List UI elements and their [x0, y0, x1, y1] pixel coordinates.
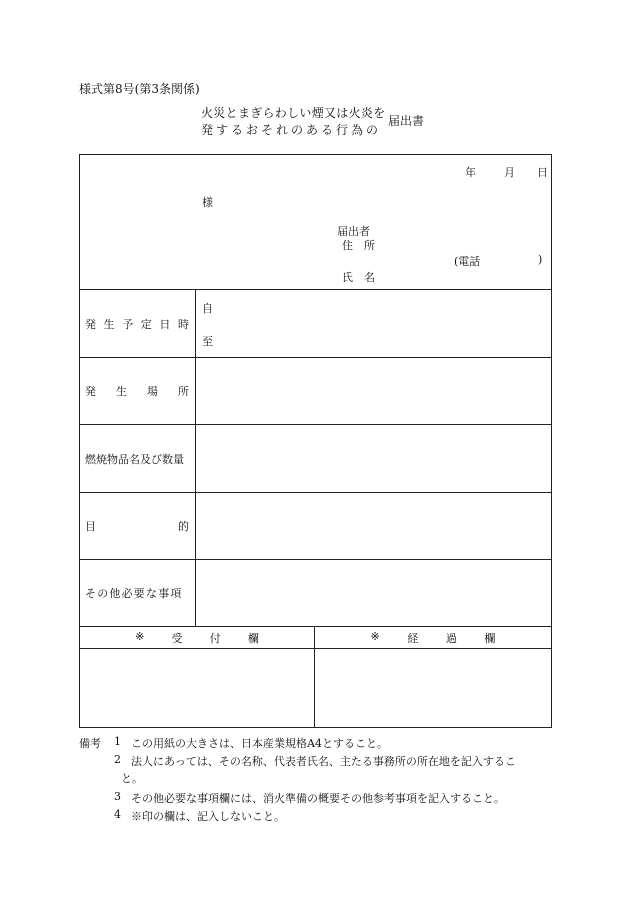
- datetime-label: 発 生 予 定 日 時: [85, 317, 189, 331]
- note-2-text: 法人にあっては、その名称、代表者氏名、主たる事務所の所在地を記入するこ: [131, 755, 516, 768]
- note-1-text: この用紙の大きさは、日本産業規格A4とすること。: [131, 737, 388, 750]
- applicant-section: [80, 155, 552, 290]
- reception-header-cell: [80, 627, 315, 649]
- document-title-line1: 火災とまぎらわしい煙又は火炎を: [201, 106, 386, 120]
- purpose-value-cell[interactable]: [196, 493, 552, 560]
- place-label-cell: [80, 358, 196, 425]
- note-3-number: 3: [114, 790, 121, 803]
- place-label: 発 生 場 所: [85, 385, 189, 398]
- note-4-number: 4: [114, 808, 121, 821]
- materials-value-cell[interactable]: [196, 425, 552, 493]
- reception-box[interactable]: [80, 649, 315, 728]
- addressee-suffix: 様: [202, 196, 213, 209]
- name-label: 氏 名: [342, 271, 375, 284]
- date-month-label: 月: [504, 166, 515, 179]
- datetime-value-cell[interactable]: [196, 290, 552, 358]
- phone-open-label: (電話: [454, 255, 481, 268]
- purpose-label: 目 的: [85, 520, 189, 533]
- applicant-label: 届出者: [337, 225, 370, 238]
- notes-heading: 備考: [79, 737, 101, 750]
- other-value-cell[interactable]: [196, 560, 552, 627]
- purpose-label-cell: [80, 493, 196, 560]
- other-label-cell: [80, 560, 196, 627]
- datetime-label-cell: [80, 290, 196, 358]
- document-title-suffix: 届出書: [388, 114, 425, 128]
- note-2-number: 2: [114, 753, 121, 766]
- materials-label: 燃焼物品名及び数量: [85, 452, 184, 466]
- datetime-to-label: 至: [202, 335, 213, 348]
- materials-label-cell: [80, 425, 196, 493]
- place-value-cell[interactable]: [196, 358, 552, 425]
- note-4-text: ※印の欄は、記入しないこと。: [131, 810, 285, 823]
- progress-header-cell: [315, 627, 552, 649]
- form-number: 様式第8号(第3条関係): [79, 82, 200, 96]
- date-year-label: 年: [465, 166, 476, 179]
- progress-box[interactable]: [315, 649, 552, 728]
- address-label: 住 所: [342, 239, 375, 252]
- phone-close-label: ): [538, 253, 543, 266]
- other-label: その他必要な事項: [85, 587, 183, 600]
- datetime-from-label: 自: [202, 302, 213, 315]
- progress-header: ※ 経 過 欄: [370, 629, 496, 645]
- notification-form-table: [79, 154, 552, 728]
- document-title-line2: 発するおそれのある行為の: [201, 123, 382, 137]
- note-2-continuation: と。: [121, 772, 143, 785]
- date-day-label: 日: [537, 166, 548, 179]
- note-1-number: 1: [114, 735, 121, 748]
- reception-header: ※ 受 付 欄: [135, 629, 259, 645]
- note-3-text: その他必要な事項欄には、消火準備の概要その他参考事項を記入すること。: [131, 792, 505, 805]
